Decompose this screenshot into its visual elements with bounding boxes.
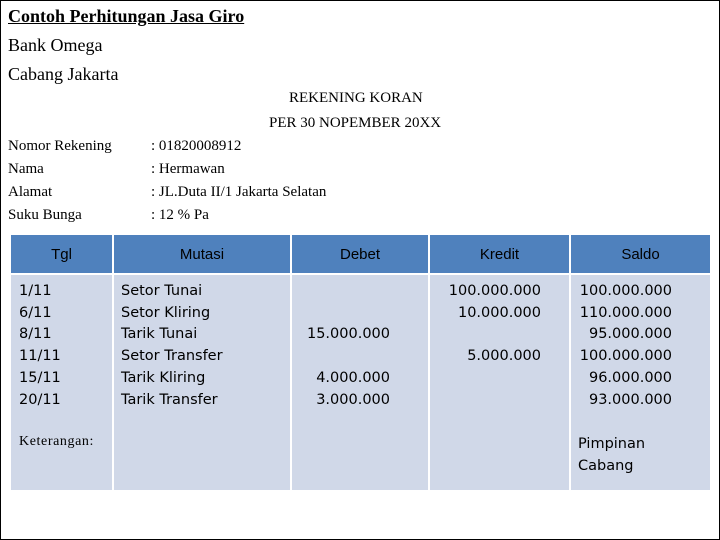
account-number-label: Nomor Rekening [8, 138, 112, 154]
interest-rate-row [8, 207, 209, 224]
table-cell-date: 1/11 [19, 283, 52, 299]
statement-table [11, 235, 710, 490]
column-debit [292, 235, 428, 490]
document-title: Contoh Perhitungan Jasa Giro [8, 6, 245, 26]
column-balance [571, 235, 710, 490]
table-cell-date: 15/11 [19, 369, 61, 386]
column-header-date: Tgl [11, 235, 112, 273]
bank-name: Bank Omega [8, 35, 103, 55]
note-label: Keterangan: [19, 434, 95, 449]
table-cell-date: 20/11 [19, 391, 61, 408]
table-cell-debit: 15.000.000 [306, 326, 390, 343]
account-address-row [8, 184, 326, 201]
table-cell-mutation: Tarik Transfer [121, 391, 218, 408]
table-cell-balance: 93.000.000 [588, 391, 672, 408]
debit-list [307, 281, 390, 411]
table-cell-credit [449, 368, 541, 390]
statement-date: PER 30 NOPEMBER 20XX [269, 115, 442, 131]
table-cell-balance: 100.000.000 [579, 283, 672, 299]
account-address-value: : JL.Duta II/1 Jakarta Selatan [151, 184, 327, 200]
table-cell-date: 8/11 [19, 326, 52, 343]
table-cell-balance: 96.000.000 [588, 369, 672, 386]
signature-line: Pimpinan [578, 436, 646, 452]
table-cell-credit: 5.000.000 [467, 348, 541, 365]
table-cell-balance: 110.000.000 [579, 304, 672, 321]
table-cell-credit [449, 390, 541, 412]
column-mutation [114, 235, 290, 490]
table-cell-balance: 100.000.000 [579, 348, 672, 365]
signature-block [578, 434, 645, 477]
table-cell-credit [449, 324, 541, 346]
table-cell-balance: 95.000.000 [588, 326, 672, 343]
account-name-row [8, 161, 225, 178]
table-cell-debit: 4.000.000 [316, 369, 390, 386]
account-number-row [8, 138, 241, 155]
table-cell-date: 6/11 [19, 304, 52, 321]
date-list [19, 281, 61, 411]
account-name-value: : Hermawan [151, 161, 225, 177]
table-cell-debit [307, 303, 390, 325]
column-header-mutation: Mutasi [114, 235, 290, 273]
column-header-debit: Debet [292, 235, 428, 273]
account-name-label: Nama [8, 161, 44, 177]
credit-list [449, 281, 541, 411]
table-cell-credit: 10.000.000 [457, 304, 541, 321]
interest-rate-label: Suku Bunga [8, 207, 82, 223]
table-cell-mutation: Tarik Tunai [121, 326, 198, 343]
table-cell-debit: 3.000.000 [316, 391, 390, 408]
statement-title: REKENING KORAN [289, 90, 423, 106]
account-address-label: Alamat [8, 184, 53, 200]
column-header-credit: Kredit [430, 235, 569, 273]
table-cell-mutation: Setor Transfer [121, 348, 223, 365]
interest-rate-value: : 12 % Pa [151, 207, 209, 223]
mutation-list [121, 281, 223, 411]
table-cell-debit [307, 346, 390, 368]
column-header-balance: Saldo [571, 235, 710, 273]
table-cell-mutation: Setor Kliring [121, 304, 211, 321]
column-date [11, 235, 112, 490]
column-credit [430, 235, 569, 490]
table-cell-credit: 100.000.000 [448, 283, 541, 299]
branch-name: Cabang Jakarta [8, 64, 119, 84]
balance-list [580, 281, 672, 411]
table-cell-debit [307, 281, 390, 303]
table-cell-mutation: Tarik Kliring [121, 369, 206, 386]
table-cell-mutation: Setor Tunai [121, 283, 203, 299]
account-number-value: : 01820008912 [151, 138, 242, 154]
table-cell-date: 11/11 [19, 348, 61, 365]
signature-line: Cabang [578, 457, 634, 474]
